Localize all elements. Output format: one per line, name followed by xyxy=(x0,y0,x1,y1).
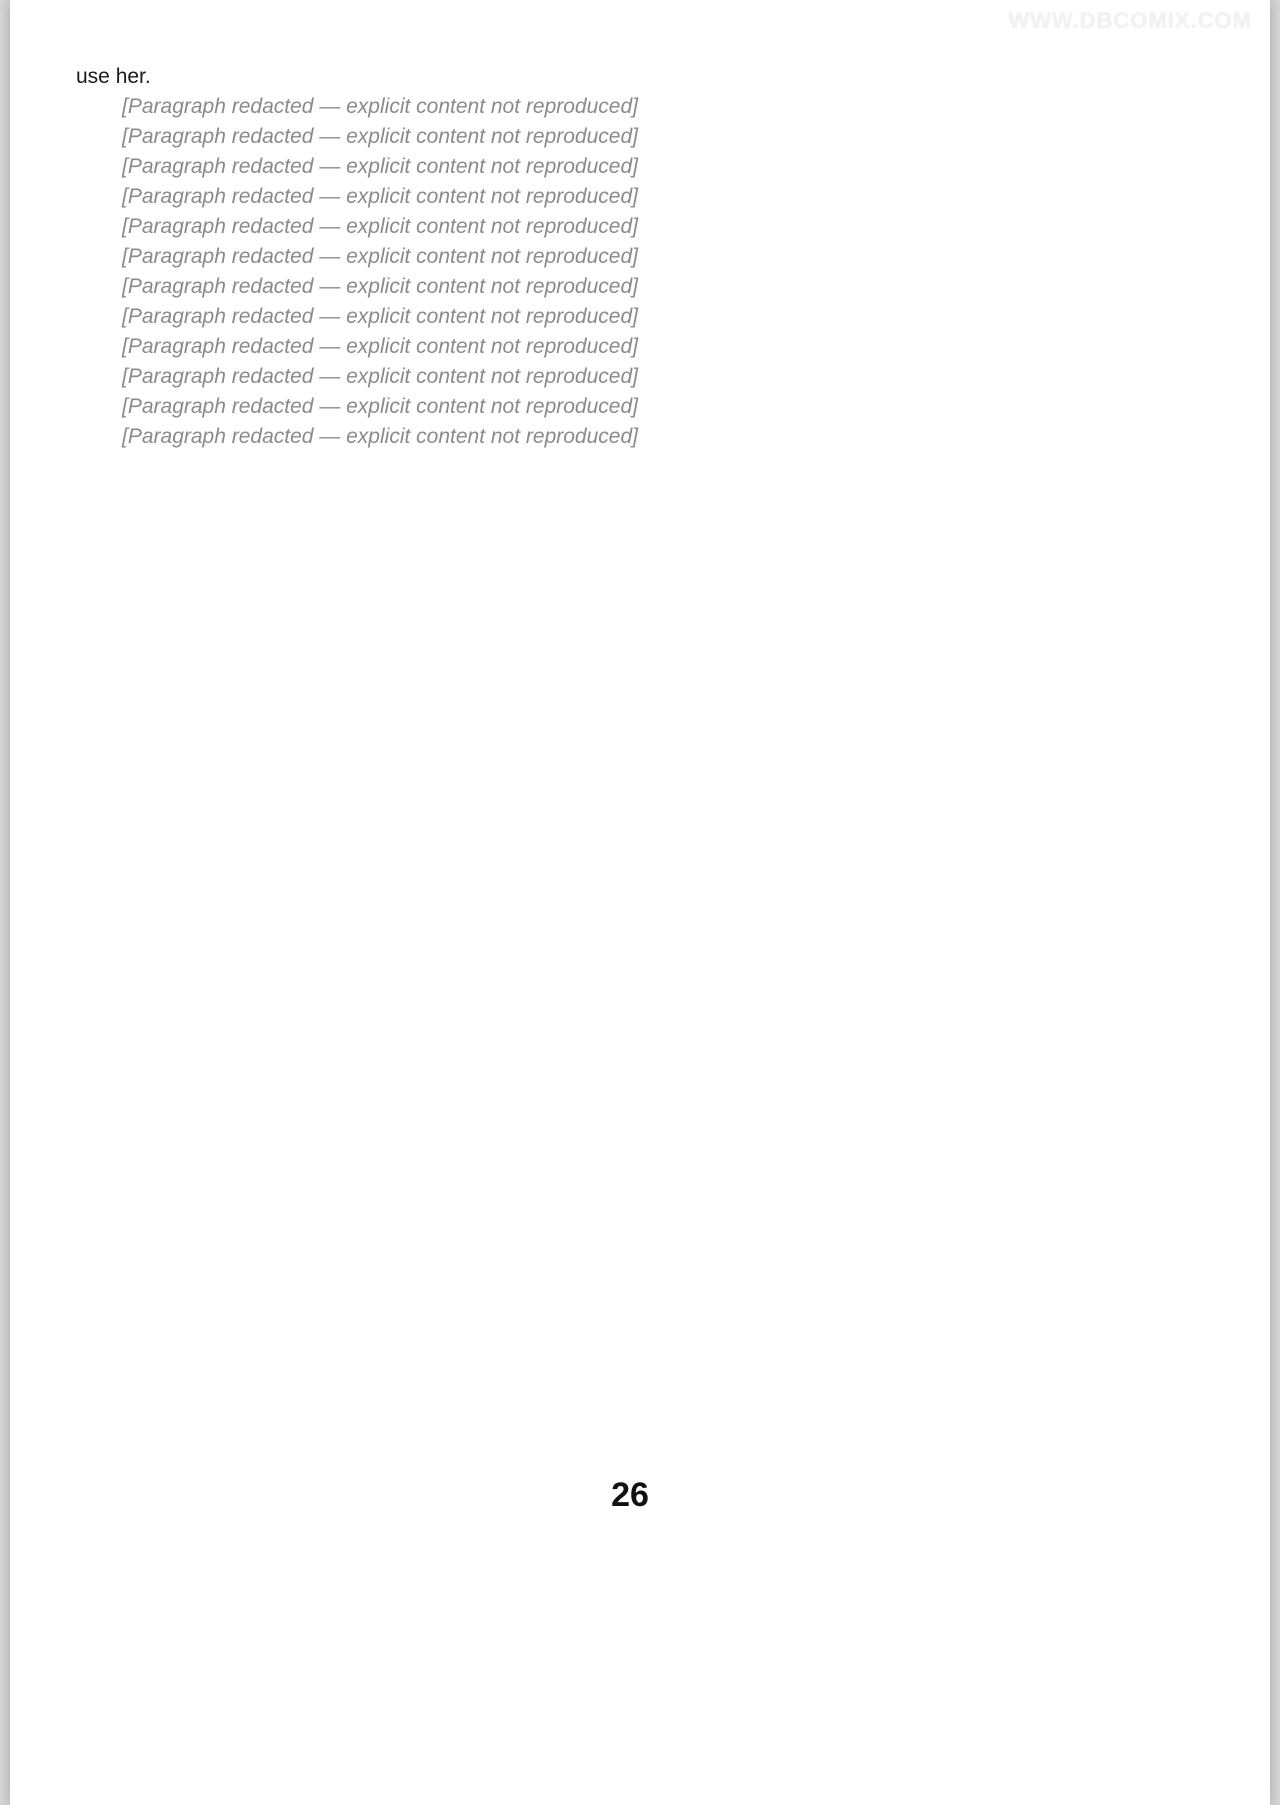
paragraph-redacted-3: [Paragraph redacted — explicit content not reproduced] xyxy=(122,155,638,179)
paragraph-redacted-4: [Paragraph redacted — explicit content not reproduced] xyxy=(122,185,638,209)
page-number: 26 xyxy=(611,1476,649,1514)
paragraph-redacted-8: [Paragraph redacted — explicit content not reproduced] xyxy=(122,305,638,329)
body-text xyxy=(76,62,1204,452)
paragraph-redacted-1: [Paragraph redacted — explicit content not reproduced] xyxy=(122,95,638,119)
paragraph-fragment: use her. xyxy=(76,65,151,88)
paragraph-redacted-11: [Paragraph redacted — explicit content not reproduced] xyxy=(122,395,638,419)
site-watermark: WWW.DBCOMIX.COM xyxy=(1008,8,1252,33)
paragraph-redacted-9: [Paragraph redacted — explicit content not reproduced] xyxy=(122,335,638,359)
paragraph-redacted-7: [Paragraph redacted — explicit content not reproduced] xyxy=(122,275,638,299)
document-page xyxy=(10,0,1270,1805)
paragraph-redacted-12: [Paragraph redacted — explicit content not reproduced] xyxy=(122,425,638,449)
paragraph-redacted-2: [Paragraph redacted — explicit content not reproduced] xyxy=(122,125,638,149)
paragraph-redacted-6: [Paragraph redacted — explicit content not reproduced] xyxy=(122,245,638,269)
paragraph-redacted-5: [Paragraph redacted — explicit content not reproduced] xyxy=(122,215,638,239)
paragraph-redacted-10: [Paragraph redacted — explicit content not reproduced] xyxy=(122,365,638,389)
